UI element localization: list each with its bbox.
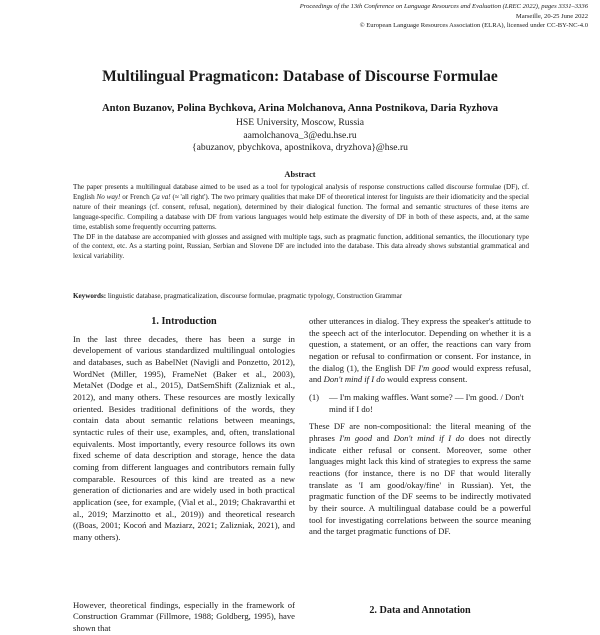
paragraph-text: and: [372, 432, 394, 443]
section-1-heading: 1. Introduction: [151, 316, 217, 327]
paragraph-text: would express consent.: [384, 374, 468, 385]
keywords: [73, 292, 529, 302]
intro-paragraph-4: [309, 421, 531, 597]
paragraph-text: other utterances in dialog. They express the speaker's attitude to the speech act of the interlocutor. Depending on whether it is a question, a statement, or an offer, the reactions can vary from negation or refusal to confirmation or consent. For instance, in the dialog (1), the English DF: [309, 316, 531, 373]
paragraph-text: does not directly indicate either refusal or consent. Moreover, some other languages might lack this kind of strategies to express the same reactions (for instance, there is no DF that would literally translate as 'I am good/okay/fine' in Russian). Yet, the pragmatic function of the DF seems to be indirectly motivated by their source. A multilingual database could be a powerful tool for investigating correlations between the source meaning and the target pragmatic functions of DF.: [309, 432, 531, 537]
author-affiliation: [0, 117, 600, 155]
paragraph-text: These DF are non-compositional: the literal meaning of the phrases: [309, 421, 531, 443]
example-number: (1): [309, 391, 320, 402]
abstract-text: The paper presents a multilingual database aimed to be used as a tool for typological analysis of response constructions called discourse formulae (DF), cf. English: [73, 183, 529, 201]
abstract-paragraph-2: The DF in the database are accompanied with glosses and assigned with multiple tags, such as pragmatic function, additional semantics, the illocutionary type of the context, etc. As a starting point, Russian, Serbian and Slovene DF are included into the database. This data already shows substantial grammatical and lexical variability.: [73, 232, 529, 261]
abstract-text: (≈ 'all right'). The two primary qualities that make DF of theoretical interest for linguists are their idiomaticity and the special nature of their meanings (cf. consent, refusal, negation), determined by their dialogical function. The formal and semantic structures of these items are language-specific. Compiling a database with DF from various languages would help estimate the diversity of DF in both of these aspects, and, at the same time, establish some frequently occurring patterns.: [73, 192, 529, 231]
email-line-1: aamolchanova_3@edu.hse.ru: [243, 129, 357, 141]
df-example: Don't mind if I do: [323, 374, 385, 385]
example-1: [309, 392, 531, 415]
intro-paragraph-1: In the last three decades, there has been a surge in developement of various standardized multilingual ontologies and databases, such as BabelNet (Navigli and Ponzetto, 2012), WordNet (Miller, 1995), FrameNet (Baker et al., 2003), MetaNet (Dodge et al., 2015), DatSemShift (Zalizniak et al., 2012), and many others. These resources are mostly lexically oriented. Besides traditional definitions of the words, they contain data about semantic relations between meanings, syntactic rules of their use, examples, and, often, translational equivalents. Most importantly, every resource follows its own fixed scheme of data description and storage, hence the data coming from different languages and contributors remain fully comparable. Resources of this kind are treated as a new generation of dictionaries and are widely used in both practical application (see, for example, (Vial et al., 2019; Chakravarthi et al., 2019; Marzinotto et al., 2019)) and theoretical research ((Boas, 2001; Kocoń and Maziarz, 2021; Zalizniak, 2021), and many others).: [73, 333, 295, 542]
abstract-text: or French: [120, 192, 152, 201]
intro-paragraph-3: [309, 316, 531, 386]
example-text: — I'm making waffles. Want some? — I'm good. / Don't mind if I do!: [329, 391, 524, 414]
df-example: Don't mind if I do: [393, 432, 465, 443]
proceedings-line-1: Proceedings of the 13th Conference on Language Resources and Evaluation (LREC 2022), pages 3331–3336: [299, 3, 588, 10]
abstract-example: No way!: [96, 192, 121, 201]
intro-paragraph-2: However, theoretical findings, especially in the framework of Construction Grammar (Fillmore, 1988; Goldberg, 1995), have shown that: [73, 599, 295, 633]
proceedings-line-2: Marseille, 20-25 June 2022: [515, 12, 588, 20]
section-2-heading: 2. Data and Annotation: [369, 605, 471, 617]
left-column: [73, 316, 295, 633]
affiliation-line: HSE University, Moscow, Russia: [235, 117, 364, 128]
email-line-2: {abuzanov, pbychkova, apostnikova, dryzhova}@hse.ru: [192, 142, 408, 154]
abstract-example: Ça va!: [151, 192, 171, 201]
keywords-list: linguistic database, pragmaticalization, discourse formulae, pragmatic typology, Construction Grammar: [106, 292, 403, 300]
abstract-heading: Abstract: [284, 170, 316, 179]
df-example: I'm good: [418, 362, 450, 373]
abstract-paragraph-1: [73, 183, 529, 233]
paragraph-text: would express refusal, and: [309, 362, 531, 385]
abstract-body: [73, 183, 529, 262]
proceedings-line-3: © European Language Resources Association (ELRA), licensed under CC-BY-NC-4.0: [359, 22, 588, 30]
df-example: I'm good: [339, 432, 373, 443]
paper-authors: Anton Buzanov, Polina Bychkova, Arina Molchanova, Anna Postnikova, Daria Ryzhova: [101, 103, 499, 114]
keywords-label: Keywords:: [73, 292, 107, 300]
paper-title: Multilingual Pragmaticon: Database of Discourse Formulae: [102, 68, 498, 85]
proceedings-header: [228, 2, 588, 31]
right-column: [309, 316, 531, 623]
